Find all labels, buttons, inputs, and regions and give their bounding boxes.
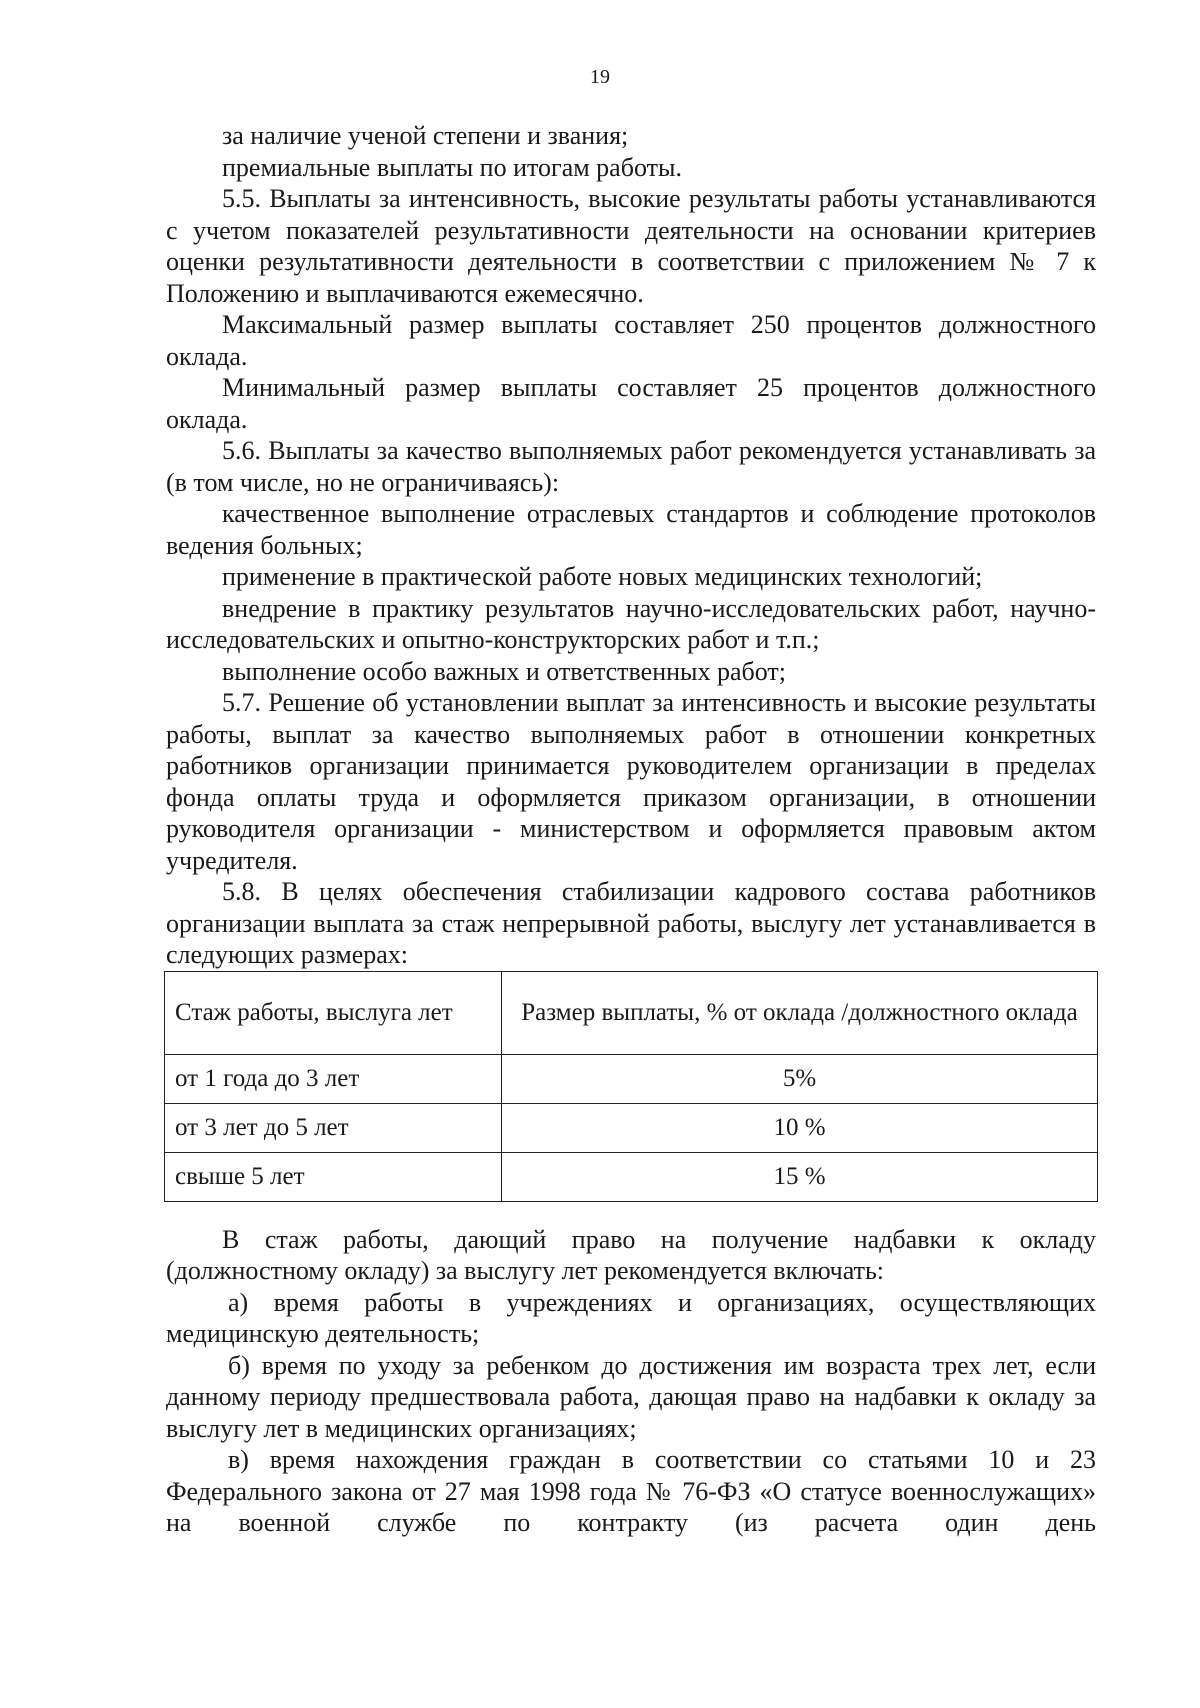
paragraph: премиальные выплаты по итогам работы.	[222, 152, 682, 182]
paragraph: Максимальный размер выплаты составляет 250 процентов должностного оклада.	[166, 310, 1096, 371]
table-cell: свыше 5 лет	[165, 1152, 502, 1201]
list-item-b: б) время по уходу за ребенком до достижения им возраста трех лет, если данному периоду предшествовала работа, дающая право на надбавки к окладу за выслугу лет в медицинских организациях;	[166, 1350, 1096, 1443]
page-number: 19	[590, 66, 610, 88]
table-row	[165, 1152, 1098, 1201]
paragraph-5-8: 5.8. В целях обеспечения стабилизации кадрового состава работников организации выплата за стаж непрерывной работы, выслугу лет устанавливается в следующих размерах:	[166, 877, 1096, 969]
paragraph: Минимальный размер выплаты составляет 25 процентов должностного оклада.	[166, 373, 1096, 434]
list-item-v: в) время нахождения граждан в соответствии со статьями 10 и 23 Федерального закона от 27 мая 1998 года № 76-ФЗ «О статусе военнослужащих» на военной службе по контракту (из расчета один день	[166, 1445, 1096, 1537]
table-cell: от 1 года до 3 лет	[165, 1054, 502, 1103]
paragraph: применение в практической работе новых медицинских технологий;	[222, 562, 983, 591]
paragraph-5-5: 5.5. Выплаты за интенсивность, высокие результаты работы устанавливаются с учетом показателей результативности деятельности на основании критериев оценки результативности деятельности в соответствии с приложением № 7 к Положению и выплачиваются ежемесячно.	[166, 184, 1096, 308]
table-cell: от 3 лет до 5 лет	[165, 1103, 502, 1152]
paragraph-5-7: 5.7. Решение об установлении выплат за интенсивность и высокие результаты работы, выплат за качество выполняемых работ в отношении конкретных работников организации принимается руководителем организации в пределах фонда оплаты труда и оформляется приказом организации, в отношении руководителя организации - министерством и оформляется правовым актом учредителя.	[166, 688, 1096, 875]
table-row	[165, 1054, 1098, 1103]
table-cell: 5%	[502, 1054, 1098, 1103]
post-table-section	[166, 1224, 1096, 1539]
paragraph: выполнение особо важных и ответственных работ;	[222, 656, 787, 686]
table-row	[165, 1103, 1098, 1152]
paragraph: качественное выполнение отраслевых стандартов и соблюдение протоколов ведения больных;	[166, 499, 1096, 560]
paragraph: за наличие ученой степени и звания;	[222, 121, 629, 150]
table-cell: 10 %	[502, 1103, 1098, 1152]
paragraph: внедрение в практику результатов научно-исследовательских работ, научно-исследовательских и опытно-конструкторских работ и т.п.;	[166, 593, 1096, 654]
table-header-cell: Стаж работы, выслуга лет	[165, 971, 502, 1054]
table-header-cell: Размер выплаты, % от оклада /должностного оклада	[502, 971, 1098, 1054]
paragraph-5-6: 5.6. Выплаты за качество выполняемых работ рекомендуется устанавливать за (в том числе, но не ограничиваясь):	[166, 436, 1096, 497]
paragraph: В стаж работы, дающий право на получение надбавки к окладу (должностному окладу) за выслугу лет рекомендуется включать:	[166, 1224, 1096, 1285]
document-body	[166, 120, 1096, 1539]
table-cell: 15 %	[502, 1152, 1098, 1201]
seniority-table	[164, 971, 1098, 1202]
list-item-a: а) время работы в учреждениях и организациях, осуществляющих медицинскую деятельность;	[166, 1287, 1096, 1348]
table-header-row	[165, 971, 1098, 1054]
